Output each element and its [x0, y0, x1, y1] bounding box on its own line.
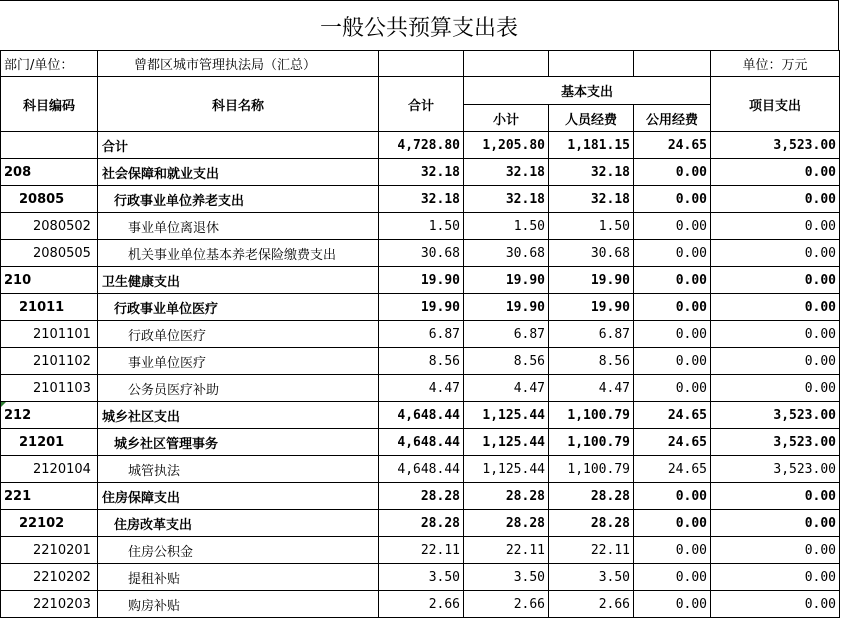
cell-code[interactable]: 2101102 [1, 348, 98, 375]
cell-subtotal[interactable]: 1.50 [464, 213, 549, 240]
cell-code[interactable]: 210 [1, 267, 98, 294]
cell-name[interactable]: 提租补贴 [98, 564, 379, 591]
cell-total[interactable]: 4,728.80 [379, 132, 464, 159]
cell-subtotal[interactable]: 1,125.44 [464, 429, 549, 456]
cell-subtotal[interactable]: 1,205.80 [464, 132, 549, 159]
cell-personnel[interactable]: 19.90 [549, 294, 634, 321]
cell-project[interactable]: 3,523.00 [711, 429, 840, 456]
cell-subtotal[interactable]: 28.28 [464, 483, 549, 510]
cell-total[interactable]: 4.47 [379, 375, 464, 402]
table-row [1, 402, 840, 429]
cell-subtotal[interactable]: 32.18 [464, 159, 549, 186]
cell-public[interactable]: 0.00 [634, 564, 711, 591]
cell-public[interactable]: 0.00 [634, 375, 711, 402]
cell-code[interactable]: 21201 [1, 429, 98, 456]
unit-label: 单位：万元 [711, 51, 840, 77]
cell-name[interactable]: 行政事业单位养老支出 [98, 186, 379, 213]
cell-total[interactable]: 30.68 [379, 240, 464, 267]
cell-personnel[interactable]: 32.18 [549, 186, 634, 213]
cell-personnel[interactable]: 32.18 [549, 159, 634, 186]
cell-total[interactable]: 3.50 [379, 564, 464, 591]
header-personnel: 人员经费 [549, 105, 634, 132]
cell-public[interactable]: 0.00 [634, 348, 711, 375]
header-project: 项目支出 [711, 77, 840, 132]
table-row [1, 294, 840, 321]
table-row [1, 240, 840, 267]
cell-name[interactable]: 城管执法 [98, 456, 379, 483]
cell-code[interactable]: 2210202 [1, 564, 98, 591]
cell-code[interactable]: 2120104 [1, 456, 98, 483]
cell-project[interactable]: 3,523.00 [711, 456, 840, 483]
cell-code[interactable]: 208 [1, 159, 98, 186]
cell-subtotal[interactable]: 6.87 [464, 321, 549, 348]
cell-public[interactable]: 0.00 [634, 294, 711, 321]
cell-subtotal[interactable]: 19.90 [464, 294, 549, 321]
table-row [1, 267, 840, 294]
table-row [1, 456, 840, 483]
cell-code[interactable]: 21011 [1, 294, 98, 321]
cell-project[interactable]: 0.00 [711, 321, 840, 348]
cell-total[interactable]: 2.66 [379, 591, 464, 618]
cell-code[interactable] [1, 132, 98, 159]
cell-total[interactable]: 32.18 [379, 186, 464, 213]
cell-code[interactable]: 2210201 [1, 537, 98, 564]
cell-project[interactable]: 0.00 [711, 564, 840, 591]
cell-name[interactable]: 公务员医疗补助 [98, 375, 379, 402]
cell-subtotal[interactable]: 8.56 [464, 348, 549, 375]
dept-label: 部门/单位： [1, 51, 98, 77]
cell-public[interactable]: 0.00 [634, 213, 711, 240]
cell-public[interactable]: 0.00 [634, 510, 711, 537]
cell-total[interactable]: 19.90 [379, 294, 464, 321]
dept-name: 曾都区城市管理执法局（汇总） [98, 51, 379, 77]
cell-personnel[interactable]: 2.66 [549, 591, 634, 618]
header-code: 科目编码 [1, 77, 98, 132]
table-row [1, 375, 840, 402]
info-blank-4 [634, 51, 711, 77]
cell-public[interactable]: 24.65 [634, 456, 711, 483]
cell-subtotal[interactable]: 4.47 [464, 375, 549, 402]
cell-total[interactable]: 4,648.44 [379, 429, 464, 456]
header-subtotal: 小计 [464, 105, 549, 132]
cell-project[interactable]: 0.00 [711, 348, 840, 375]
cell-name[interactable]: 住房保障支出 [98, 483, 379, 510]
cell-personnel[interactable]: 3.50 [549, 564, 634, 591]
cell-project[interactable]: 0.00 [711, 294, 840, 321]
cell-public[interactable]: 0.00 [634, 186, 711, 213]
table-row [1, 483, 840, 510]
cell-project[interactable]: 0.00 [711, 240, 840, 267]
table-row [1, 591, 840, 618]
cell-project[interactable]: 0.00 [711, 537, 840, 564]
table-row [1, 186, 840, 213]
table-row [1, 213, 840, 240]
cell-project[interactable]: 0.00 [711, 375, 840, 402]
cell-name[interactable]: 卫生健康支出 [98, 267, 379, 294]
cell-code[interactable]: 2101101 [1, 321, 98, 348]
cell-project[interactable]: 0.00 [711, 483, 840, 510]
table-row [1, 510, 840, 537]
header-row-1 [1, 77, 840, 105]
table-row [1, 429, 840, 456]
cell-personnel[interactable]: 19.90 [549, 267, 634, 294]
header-public: 公用经费 [634, 105, 711, 132]
cell-subtotal[interactable]: 2.66 [464, 591, 549, 618]
cell-code[interactable]: 22102 [1, 510, 98, 537]
cell-name[interactable]: 合计 [98, 132, 379, 159]
cell-project[interactable]: 3,523.00 [711, 132, 840, 159]
cell-project[interactable]: 3,523.00 [711, 402, 840, 429]
cell-public[interactable]: 24.65 [634, 132, 711, 159]
cell-public[interactable]: 0.00 [634, 591, 711, 618]
table-title: 一般公共预算支出表 [0, 0, 839, 51]
cell-total[interactable]: 6.87 [379, 321, 464, 348]
cell-code[interactable]: 2101103 [1, 375, 98, 402]
cell-personnel[interactable]: 1,181.15 [549, 132, 634, 159]
cell-subtotal[interactable]: 28.28 [464, 510, 549, 537]
cell-name[interactable]: 城乡社区管理事务 [98, 429, 379, 456]
cell-total[interactable]: 1.50 [379, 213, 464, 240]
cell-personnel[interactable]: 28.28 [549, 510, 634, 537]
cell-subtotal[interactable]: 3.50 [464, 564, 549, 591]
table-row [1, 564, 840, 591]
cell-project[interactable]: 0.00 [711, 213, 840, 240]
cell-personnel[interactable]: 1,100.79 [549, 456, 634, 483]
cell-project[interactable]: 0.00 [711, 591, 840, 618]
header-name: 科目名称 [98, 77, 379, 132]
cell-personnel[interactable]: 8.56 [549, 348, 634, 375]
cell-name[interactable]: 购房补贴 [98, 591, 379, 618]
header-basic: 基本支出 [464, 77, 711, 105]
table-row [1, 348, 840, 375]
cell-public[interactable]: 0.00 [634, 240, 711, 267]
cell-public[interactable]: 24.65 [634, 429, 711, 456]
cell-total[interactable]: 8.56 [379, 348, 464, 375]
cell-personnel[interactable]: 1.50 [549, 213, 634, 240]
cell-code[interactable]: 2210203 [1, 591, 98, 618]
info-blank-3 [549, 51, 634, 77]
table-row [1, 159, 840, 186]
cell-personnel[interactable]: 28.28 [549, 483, 634, 510]
cell-code[interactable]: 20805 [1, 186, 98, 213]
cell-name[interactable]: 行政事业单位医疗 [98, 294, 379, 321]
cell-name[interactable]: 社会保障和就业支出 [98, 159, 379, 186]
cell-code[interactable]: 2080502 [1, 213, 98, 240]
info-blank-1 [379, 51, 464, 77]
cell-project[interactable]: 0.00 [711, 159, 840, 186]
cell-project[interactable]: 0.00 [711, 510, 840, 537]
cell-subtotal[interactable]: 32.18 [464, 186, 549, 213]
cell-public[interactable]: 0.00 [634, 483, 711, 510]
table-row [1, 321, 840, 348]
cell-public[interactable]: 0.00 [634, 537, 711, 564]
table-row [1, 537, 840, 564]
cell-name[interactable]: 事业单位离退休 [98, 213, 379, 240]
cell-public[interactable]: 0.00 [634, 267, 711, 294]
cell-subtotal[interactable]: 19.90 [464, 267, 549, 294]
cell-subtotal[interactable]: 30.68 [464, 240, 549, 267]
cell-total[interactable]: 4,648.44 [379, 402, 464, 429]
cell-personnel[interactable]: 22.11 [549, 537, 634, 564]
cell-personnel[interactable]: 4.47 [549, 375, 634, 402]
cell-subtotal[interactable]: 22.11 [464, 537, 549, 564]
cell-public[interactable]: 0.00 [634, 321, 711, 348]
cell-total[interactable]: 22.11 [379, 537, 464, 564]
cell-code[interactable]: 221 [1, 483, 98, 510]
cell-name[interactable]: 事业单位医疗 [98, 348, 379, 375]
cell-public[interactable]: 0.00 [634, 159, 711, 186]
cell-total[interactable]: 28.28 [379, 510, 464, 537]
cell-name[interactable]: 机关事业单位基本养老保险缴费支出 [98, 240, 379, 267]
cell-personnel[interactable]: 6.87 [549, 321, 634, 348]
cell-name[interactable]: 城乡社区支出 [98, 402, 379, 429]
cell-code[interactable]: 2080505 [1, 240, 98, 267]
table-row [1, 132, 840, 159]
cell-subtotal[interactable]: 1,125.44 [464, 402, 549, 429]
cell-personnel[interactable]: 1,100.79 [549, 402, 634, 429]
cell-subtotal[interactable]: 1,125.44 [464, 456, 549, 483]
cell-name[interactable]: 行政单位医疗 [98, 321, 379, 348]
cell-project[interactable]: 0.00 [711, 186, 840, 213]
cell-public[interactable]: 24.65 [634, 402, 711, 429]
cell-project[interactable]: 0.00 [711, 267, 840, 294]
cell-total[interactable]: 4,648.44 [379, 456, 464, 483]
cell-total[interactable]: 32.18 [379, 159, 464, 186]
budget-table [0, 50, 840, 618]
info-blank-2 [464, 51, 549, 77]
info-row [1, 51, 840, 77]
cell-total[interactable]: 19.90 [379, 267, 464, 294]
cell-total[interactable]: 28.28 [379, 483, 464, 510]
cell-name[interactable]: 住房公积金 [98, 537, 379, 564]
header-total: 合计 [379, 77, 464, 132]
cell-name[interactable]: 住房改革支出 [98, 510, 379, 537]
cell-personnel[interactable]: 1,100.79 [549, 429, 634, 456]
cell-code[interactable]: 212 [1, 402, 98, 429]
cell-personnel[interactable]: 30.68 [549, 240, 634, 267]
